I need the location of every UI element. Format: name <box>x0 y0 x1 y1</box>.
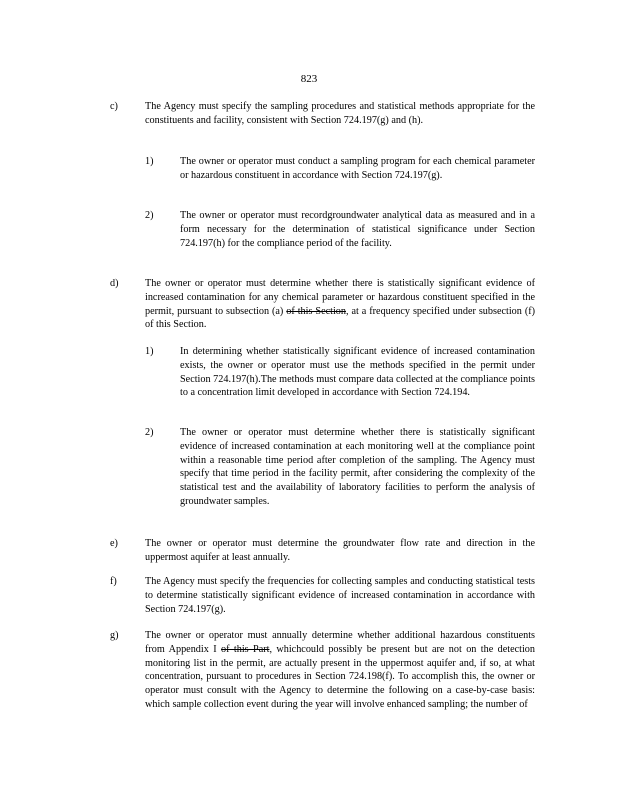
item-d2-label: 2) <box>145 427 154 438</box>
item-c1-text: The owner or operator must conduct a sampling program for each chemical parameter or hazardous constituent in accordance with Section 724.197(g). <box>180 156 535 181</box>
item-d-text-b: , at a frequency specified under subsection (f) of this Section. <box>145 305 535 331</box>
page-number: 823 <box>300 73 318 85</box>
item-d-text <box>145 277 535 332</box>
item-c2-label: 2) <box>145 210 154 221</box>
item-g-text-a: The owner or operator must annually determine whether additional hazardous constituents from Appendix I <box>145 630 535 655</box>
item-d1-text: In determining whether statistically significant evidence of increased contamination exists, the owner or operator must use the methods specified in the permit under Section 724.197(h).The methods must compare data collected at the compliance points to a concentration limit developed in accordance with Section 724.194. <box>180 346 535 399</box>
item-d-text-a: The owner or operator must determine whether there is statistically significant evidence of increased contamination for any chemical parameter or hazardous constituent specified in the permit, pursuant to subsection (a) <box>145 278 535 317</box>
item-g-label: g) <box>110 630 119 641</box>
item-c-text: The Agency must specify the sampling procedures and statistical methods appropriate for the constituents and facility, consistent with Section 724.197(g) and (h). <box>145 101 535 126</box>
item-d-struck-text: of this Section <box>286 305 346 317</box>
item-c-label: c) <box>110 101 118 112</box>
item-c1-label: 1) <box>145 156 154 167</box>
item-f-text: The Agency must specify the frequencies for collecting samples and conducting statistical tests to determine statistically significant evidence of increased contamination in accordance with Section 724.197(g). <box>145 576 535 615</box>
item-g-text-b: , whichcould possibly be present but are not on the detection monitoring list in the permit, are actually present in the uppermost aquifer and, if so, at what concentration, pursuant to procedures in Section 724.198(f). To accomplish this, the owner or operator must consult with the Agency to determine the following on a case-by-case basis: which sample collection event during the year will involve enhanced sampling; the number of <box>145 643 535 710</box>
item-e-label: e) <box>110 538 118 549</box>
item-d2-text: The owner or operator must determine whether there is statistically significant evidence of increased contamination at each monitoring well at the compliance point within a reasonable time period after completion of the sampling. The Agency must specify that time period in the facility permit, after considering the complexity of the statistical test and the availability of laboratory facilities to perform the analysis of groundwater samples. <box>180 427 535 507</box>
item-f-label: f) <box>110 576 117 587</box>
item-g-text <box>145 629 535 712</box>
item-e-text: The owner or operator must determine the groundwater flow rate and direction in the uppermost aquifer at least annually. <box>145 538 535 563</box>
item-c2-text: The owner or operator must recordgroundwater analytical data as measured and in a form necessary for the determination of statistical significance under Section 724.197(h) for the compliance period of the facility. <box>180 210 535 249</box>
item-d-label: d) <box>110 278 119 289</box>
item-d1-label: 1) <box>145 346 154 357</box>
item-g-struck-text: of this Part <box>221 643 270 655</box>
